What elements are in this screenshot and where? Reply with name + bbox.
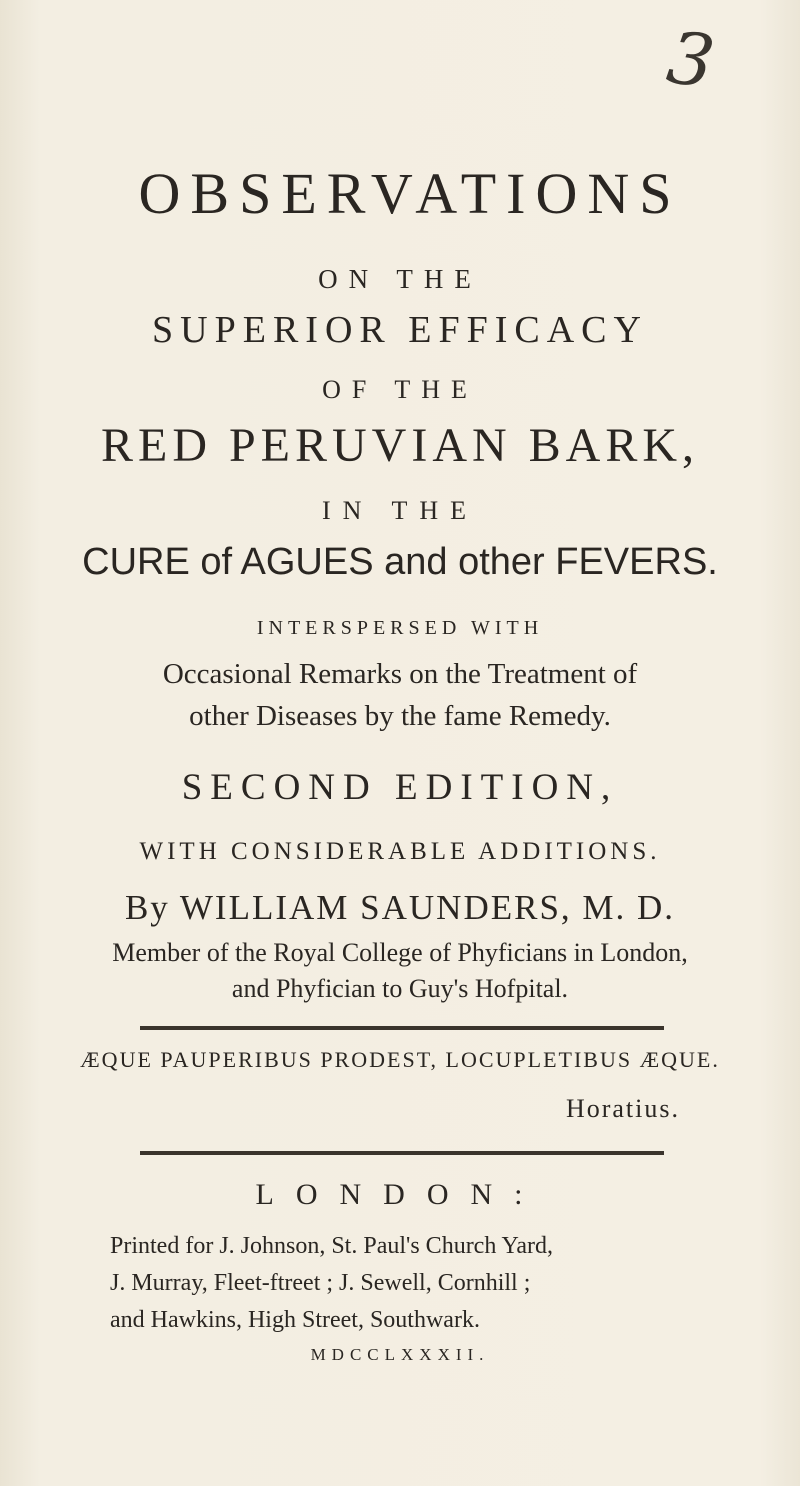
subtitle-interspersed: INTERSPERSED WITH — [256, 617, 544, 639]
divider-bottom — [140, 1151, 664, 1155]
subtitle-other-diseases: other Diseases by the fame Remedy. — [189, 700, 611, 732]
imprint-city: LONDON: — [255, 1178, 545, 1211]
title-observations: OBSERVATIONS — [138, 161, 682, 226]
edition-additions: WITH CONSIDERABLE ADDITIONS. — [139, 838, 661, 865]
epigraph-quote: ÆQUE PAUPERIBUS PRODEST, LOCUPLETIBUS ÆQUE. — [80, 1047, 720, 1072]
imprint-date: MDCCLXXXII. — [310, 1345, 490, 1364]
author-affiliation-2: and Phyfician to Guy's Hofpital. — [231, 974, 569, 1003]
title-in-the: IN THE — [321, 496, 478, 525]
subtitle-occasional-remarks: Occasional Remarks on the Treatment of — [162, 658, 638, 690]
page-number: 3 — [662, 14, 720, 105]
author-byline: By WILLIAM SAUNDERS, M. D. — [124, 888, 676, 927]
imprint-line-1: Printed for J. Johnson, St. Paul's Church Yard, — [110, 1233, 554, 1259]
imprint-line-3: and Hawkins, High Street, Southwark. — [110, 1307, 480, 1333]
imprint-line-2: J. Murray, Fleet-ftreet ; J. Sewell, Cornhill ; — [110, 1270, 531, 1296]
title-cure-of-agues: CURE of AGUES and other FEVERS. — [82, 541, 718, 583]
title-superior-efficacy: SUPERIOR EFFICACY — [152, 309, 648, 351]
title-on-the: ON THE — [318, 264, 482, 294]
title-of-the: OF THE — [322, 375, 478, 404]
title-red-peruvian-bark: RED PERUVIAN BARK, — [100, 419, 700, 472]
epigraph-attribution: Horatius. — [565, 1094, 680, 1123]
divider-top — [140, 1026, 664, 1030]
author-affiliation-1: Member of the Royal College of Phyficians in London, — [112, 938, 688, 967]
edition-label: SECOND EDITION, — [181, 767, 619, 808]
